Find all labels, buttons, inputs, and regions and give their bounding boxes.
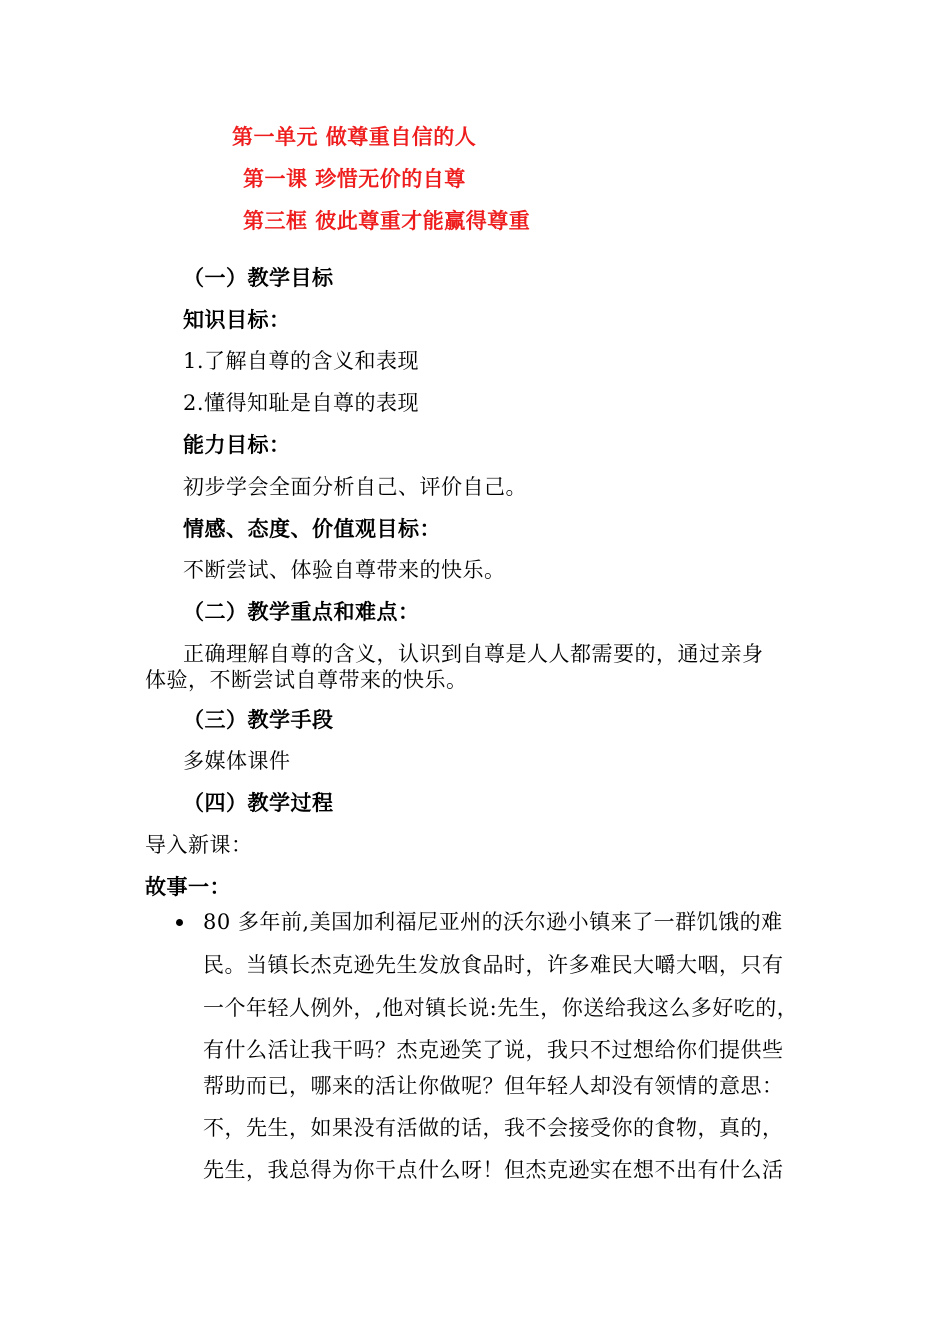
key-points-line-2: 体验，不断尝试自尊带来的快乐。 (145, 668, 468, 692)
key-points-line-1: 正确理解自尊的含义，认识到自尊是人人都需要的，通过亲身 (183, 642, 764, 666)
knowledge-item-1: 1.了解自尊的含义和表现 (183, 349, 420, 373)
story-line-5: 帮助而已，哪来的活让你做呢？但年轻人却没有领情的意思： (203, 1074, 784, 1098)
bullet-dot (176, 919, 183, 926)
knowledge-label: 知识目标： (183, 308, 291, 332)
story-line-2: 民。当镇长杰克逊先生发放食品时，许多难民大嚼大咽，只有 (203, 953, 784, 977)
ability-text: 初步学会全面分析自己、评价自己。 (183, 475, 527, 499)
means-text: 多媒体课件 (183, 749, 291, 773)
lesson-title: 第一课 珍惜无价的自尊 (243, 167, 466, 191)
story-label: 故事一： (145, 875, 231, 899)
unit-title: 第一单元 做尊重自信的人 (232, 125, 477, 149)
emotion-label: 情感、态度、价值观目标： (183, 517, 441, 541)
section-title: 第三框 彼此尊重才能赢得尊重 (243, 209, 531, 233)
ability-label: 能力目标： (183, 433, 291, 457)
story-line-7: 先生，我总得为你干点什么呀！但杰克逊实在想不出有什么活 (203, 1158, 784, 1182)
objectives-heading: （一）教学目标 (183, 266, 334, 290)
intro-label: 导入新课： (145, 833, 253, 857)
story-line-3: 一个年轻人例外，,他对镇长说:先生，你送给我这么多好吃的， (203, 996, 799, 1020)
emotion-text: 不断尝试、体验自尊带来的快乐。 (183, 558, 506, 582)
process-heading: （四）教学过程 (183, 791, 334, 815)
key-points-heading: （二）教学重点和难点： (183, 600, 420, 624)
story-line-1: 80 多年前,美国加利福尼亚州的沃尔逊小镇来了一群饥饿的难 (203, 910, 783, 934)
story-line-4: 有什么活让我干吗？杰克逊笑了说，我只不过想给你们提供些 (203, 1038, 784, 1062)
story-line-6: 不，先生，如果没有活做的话，我不会接受你的食物，真的， (203, 1116, 784, 1140)
knowledge-item-2: 2.懂得知耻是自尊的表现 (183, 391, 420, 415)
means-heading: （三）教学手段 (183, 708, 334, 732)
